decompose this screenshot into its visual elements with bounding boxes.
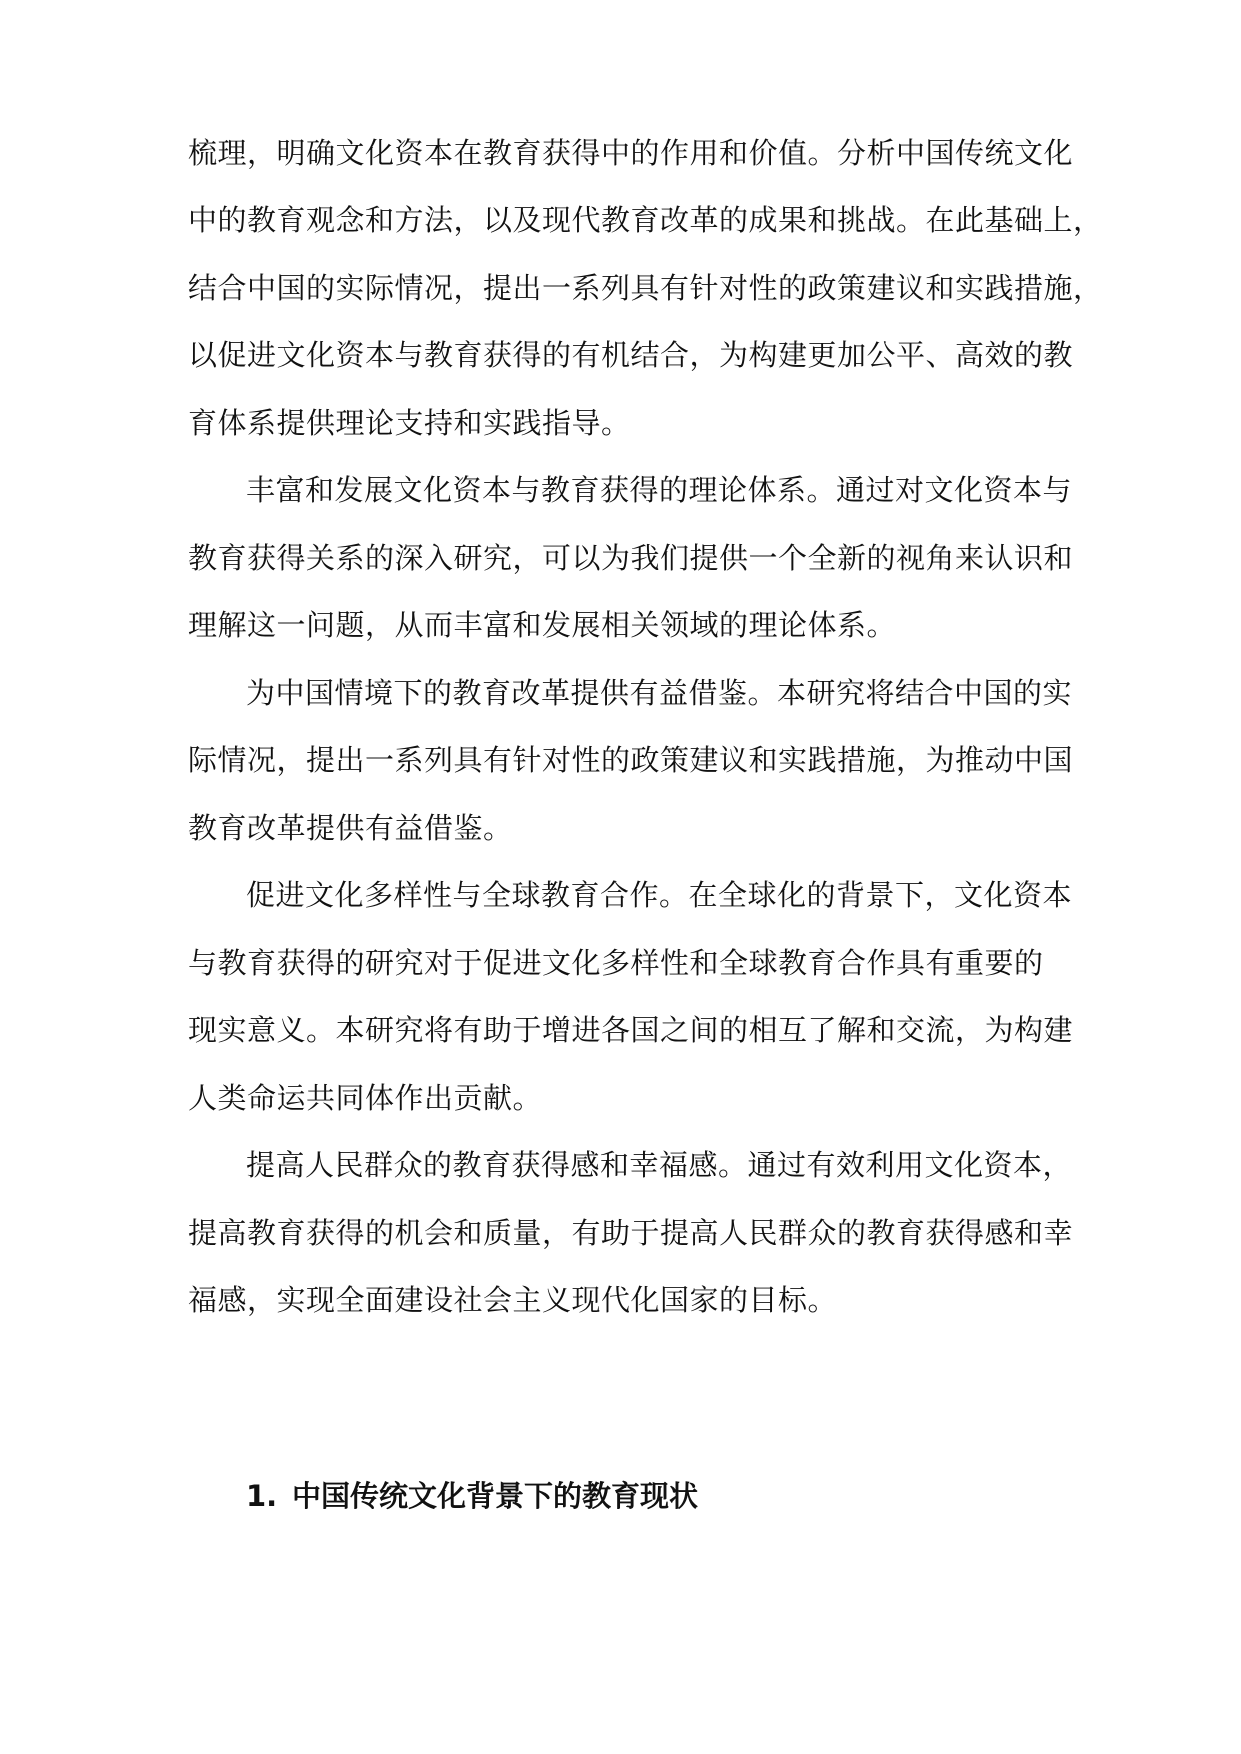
paragraph-1-line-5: 育体系提供理论支持和实践指导。 bbox=[188, 406, 631, 440]
paragraph-2-line-2: 教育获得关系的深入研究，可以为我们提供一个全新的视角来认识和 bbox=[188, 541, 1074, 575]
section-number: 1. bbox=[246, 1479, 278, 1513]
paragraph-2-line-3: 理解这一问题，从而丰富和发展相关领域的理论体系。 bbox=[188, 608, 897, 642]
paragraph-5-line-2: 提高教育获得的机会和质量，有助于提高人民群众的教育获得感和幸 bbox=[188, 1216, 1074, 1250]
paragraph-1-line-3: 结合中国的实际情况，提出一系列具有针对性的政策建议和实践措施， bbox=[188, 271, 1103, 305]
paragraph-3-line-3: 教育改革提供有益借鉴。 bbox=[188, 811, 513, 845]
paragraph-4-line-2: 与教育获得的研究对于促进文化多样性和全球教育合作具有重要的 bbox=[188, 946, 1044, 980]
paragraph-3-line-1: 为中国情境下的教育改革提供有益借鉴。本研究将结合中国的实 bbox=[246, 676, 1073, 710]
paragraph-1-line-4: 以促进文化资本与教育获得的有机结合，为构建更加公平、高效的教 bbox=[188, 338, 1074, 372]
paragraph-1-line-2: 中的教育观念和方法，以及现代教育改革的成果和挑战。在此基础上， bbox=[188, 203, 1103, 237]
paragraph-3-line-2: 际情况，提出一系列具有针对性的政策建议和实践措施，为推动中国 bbox=[188, 743, 1074, 777]
paragraph-5-line-3: 福感，实现全面建设社会主义现代化国家的目标。 bbox=[188, 1283, 838, 1317]
paragraph-4-line-1: 促进文化多样性与全球教育合作。在全球化的背景下，文化资本 bbox=[246, 878, 1073, 912]
paragraph-2-line-1: 丰富和发展文化资本与教育获得的理论体系。通过对文化资本与 bbox=[246, 473, 1073, 507]
paragraph-4-line-4: 人类命运共同体作出贡献。 bbox=[188, 1081, 543, 1115]
section-heading bbox=[246, 1476, 698, 1516]
paragraph-5-line-1: 提高人民群众的教育获得感和幸福感。通过有效利用文化资本， bbox=[246, 1148, 1073, 1182]
paragraph-1-line-1: 梳理，明确文化资本在教育获得中的作用和价值。分析中国传统文化 bbox=[188, 136, 1074, 170]
section-title: 中国传统文化背景下的教育现状 bbox=[292, 1479, 699, 1513]
paragraph-4-line-3: 现实意义。本研究将有助于增进各国之间的相互了解和交流，为构建 bbox=[188, 1013, 1074, 1047]
